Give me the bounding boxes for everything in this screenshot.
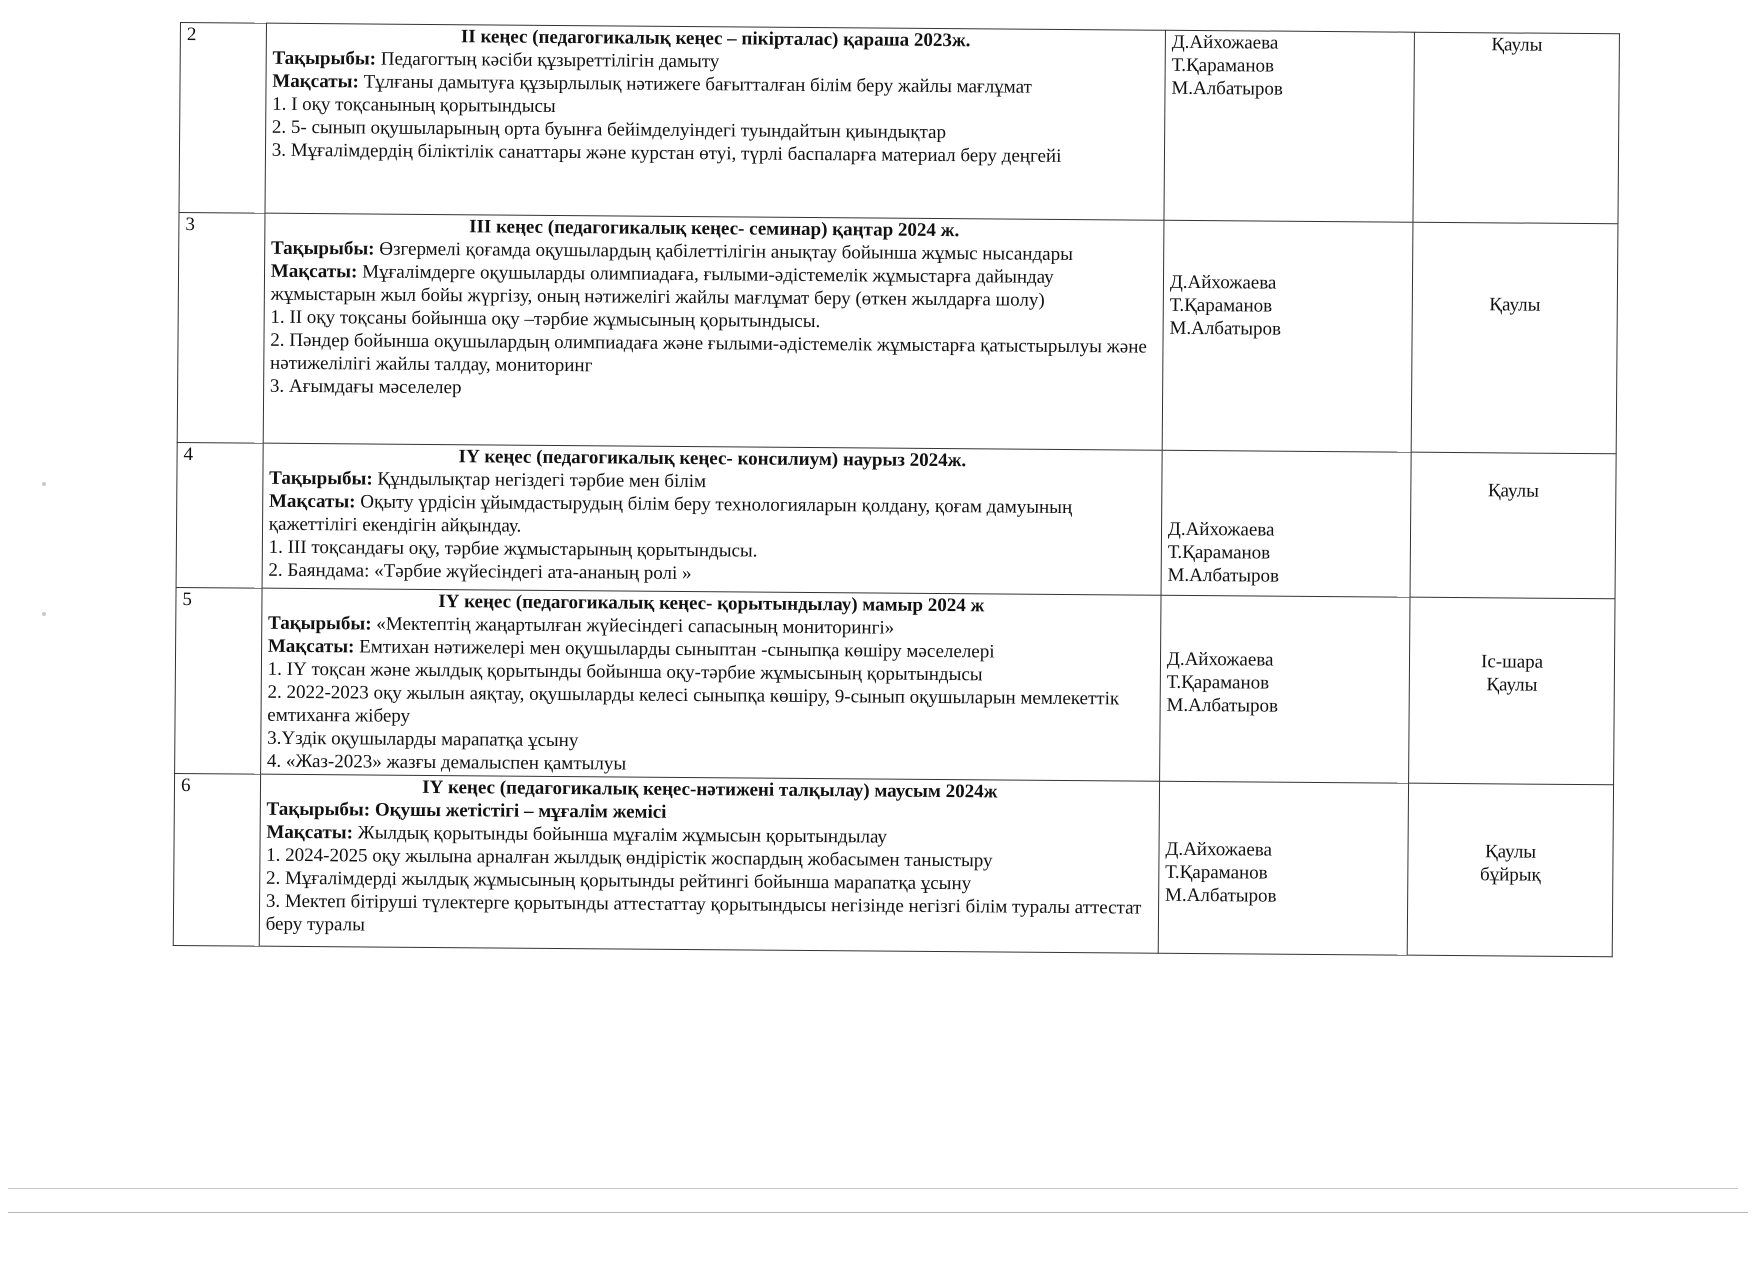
council-description	[260, 588, 1161, 781]
responsible-name: Д.Айхожаева	[1165, 838, 1273, 861]
council-plan-table	[173, 22, 1620, 957]
goal-text: Мұғалімдерге оқушыларды олимпиадаға, ғылыми-әдістемелік жұмыстарға дайындау жұмыстарын жыл бойы жүргізу, оның нәтижелігі жайлы мағлұмат беру (өткен жылдарға шолу)	[270, 261, 1054, 311]
agenda-item: 1. І оқу тоқсанының қорытындысы	[272, 93, 556, 117]
responsible-name: Д.Айхожаева	[1169, 271, 1277, 294]
responsible-persons	[1161, 450, 1411, 597]
row-number: 6	[173, 773, 260, 946]
topic-label: Тақырыбы:	[267, 612, 372, 635]
result-form	[1409, 597, 1615, 785]
goal-label: Мақсаты:	[272, 70, 359, 93]
result-form-item: Қаулы	[1487, 480, 1540, 502]
responsible-persons	[1159, 595, 1410, 783]
topic-label: Тақырыбы:	[270, 237, 375, 260]
council-title: ІҮ кеңес (педагогикалық кеңес- консилиум) наурыз 2024ж.	[458, 446, 967, 472]
agenda-item: 1. ІҮ тоқсан және жылдық қорытынды бойынша оқу-тәрбие жұмысының қорытындысы	[267, 658, 983, 686]
topic-text: Құндылықтар негіздегі тәрбие мен білім	[377, 468, 707, 493]
agenda-item: 1. ІІІ тоқсандағы оқу, тәрбие жұмыстарының қорытындысы.	[268, 536, 758, 562]
agenda-item: 2. Мұғалімдерді жылдық жұмысының қорытынды рейтингі бойынша марапатқа ұсыну	[265, 867, 972, 895]
goal-text: Жылдық қорытынды бойынша мұғалім жұмысын қорытындылау	[357, 822, 888, 848]
agenda-item: 2. 5- сынып оқушыларының орта буынға бейімделуіндегі туындайтын қиындықтар	[271, 116, 947, 144]
topic-label: Тақырыбы:	[272, 47, 377, 70]
result-form	[1411, 222, 1618, 454]
responsible-name: Т.Қараманов	[1171, 54, 1275, 77]
topic-label: Тақырыбы:	[269, 467, 373, 490]
goal-text: Оқыту үрдісін ұйымдастырудың білім беру технологияларын қолдану, қоғам дамуының қажеттілігі екендігін айқындау.	[268, 491, 1073, 537]
responsible-name: Т.Қараманов	[1169, 294, 1273, 317]
responsible-name: Т.Қараманов	[1165, 861, 1268, 884]
council-title: ІІІ кеңес (педагогикалық кеңес- семинар) қаңтар 2024 ж.	[469, 216, 960, 242]
goal-label: Мақсаты:	[268, 490, 356, 513]
row-number: 5	[175, 587, 262, 774]
agenda-item: 2. 2022-2023 оқу жылын аяқтау, оқушыларды келесі сыныпқа көшіру, 9-сынып оқушыларын мемлекеттік емтиханға жіберу	[267, 681, 1120, 727]
result-form-item: Қаулы	[1491, 34, 1543, 56]
agenda-item: 1. 2024-2025 оқу жылына арналған жылдық өндірістік жоспардың жобасымен таныстыру	[266, 844, 993, 872]
row-number: 4	[176, 442, 263, 588]
council-title: ІҮ кеңес (педагогикалық кеңес-нәтижені талқылау) маусым 2024ж	[422, 776, 998, 803]
responsible-persons	[1164, 30, 1415, 222]
result-form-item: Қаулы	[1486, 674, 1538, 696]
table-row	[175, 587, 1615, 784]
topic-text: Өзгермелі қоғамда оқушылардың қабілеттілігін анықтау бойынша жұмыс нысандары	[379, 238, 1073, 266]
responsible-name: М.Албатыров	[1169, 317, 1282, 340]
result-form	[1410, 452, 1616, 599]
table-row	[179, 23, 1619, 224]
council-description	[259, 774, 1159, 953]
responsible-name: Д.Айхожаева	[1167, 518, 1275, 541]
table-row	[176, 442, 1616, 598]
topic-text: «Мектептің жаңартылған жүйесіндегі сапасының мониторингі»	[376, 613, 895, 639]
responsible-name: М.Албатыров	[1171, 77, 1283, 100]
goal-label: Мақсаты:	[270, 260, 358, 283]
topic-label: Тақырыбы:	[266, 798, 371, 821]
responsible-name: Т.Қараманов	[1166, 671, 1270, 694]
scan-speck	[42, 482, 46, 486]
result-form-item: Қаулы	[1484, 841, 1537, 863]
result-form-item: Іс-шара	[1480, 651, 1544, 673]
responsible-name: Д.Айхожаева	[1166, 648, 1274, 671]
table-row	[173, 773, 1613, 956]
responsible-persons	[1162, 220, 1413, 452]
scan-speck	[42, 612, 46, 616]
result-form	[1413, 32, 1619, 224]
council-description	[265, 23, 1166, 220]
responsible-name: М.Албатыров	[1167, 564, 1280, 587]
table-row	[177, 212, 1618, 453]
council-title: ІҮ кеңес (педагогикалық кеңес- қорытындылау) мамыр 2024 ж	[438, 591, 985, 617]
topic-text: Педагогтың кәсіби құзыреттілігін дамыту	[380, 48, 720, 73]
agenda-item: 3. Мектеп бітіруші түлектерге қорытынды аттестаттау қорытындысы негізінде негізгі білім туралы аттестат беру туралы	[265, 890, 1142, 936]
row-number: 3	[177, 212, 265, 443]
result-form-item: бұйрық	[1479, 864, 1541, 886]
goal-text: Тұлғаны дамытуға құзырлылық нәтижеге бағытталған білім беру жайлы мағлұмат	[363, 71, 1032, 98]
result-form-item: Қаулы	[1489, 294, 1541, 316]
agenda-item: 3. Мұғалімдердің біліктілік санаттары және курстан өтуі, түрлі баспаларға материал беру деңгейі	[271, 139, 1062, 167]
council-description	[263, 213, 1164, 450]
agenda-item: 3.Үздік оқушыларды марапатқа ұсыну	[267, 727, 579, 752]
row-number: 2	[179, 23, 266, 214]
topic-text: Оқушы жетістігі – мұғалім жемісі	[374, 799, 667, 823]
responsible-name: М.Албатыров	[1164, 884, 1277, 907]
result-form	[1407, 783, 1613, 957]
responsible-persons	[1158, 781, 1409, 955]
agenda-item: 2. Баяндама: «Тәрбие жүйесіндегі ата-ананың ролі »	[268, 559, 692, 585]
council-description	[262, 443, 1162, 595]
scan-artifact-line	[8, 1212, 1748, 1213]
agenda-item: 1. ІІ оқу тоқсаны бойынша оқу –тәрбие жұмысының қорытындысы.	[270, 306, 821, 333]
agenda-item: 2. Пәндер бойынша оқушылардың олимпиадаға және ғылыми-әдістемелік жұмыстарға қатыстырылуы және нәтижелілігі жайлы талдау, мониторинг	[270, 329, 1147, 377]
council-title: ІІ кеңес (педагогикалық кеңес – пікірталас) қараша 2023ж.	[460, 26, 971, 52]
responsible-name: Д.Айхожаева	[1171, 31, 1279, 54]
agenda-item: 3. Ағымдағы мәселелер	[269, 375, 462, 399]
goal-label: Мақсаты:	[266, 821, 354, 844]
responsible-name: М.Албатыров	[1166, 694, 1279, 717]
scan-artifact-line	[8, 1188, 1738, 1189]
goal-label: Мақсаты:	[267, 635, 355, 658]
goal-text: Емтихан нәтижелері мен оқушыларды сыныптан -сыныпқа көшіру мәселелері	[359, 636, 995, 663]
responsible-name: Т.Қараманов	[1167, 541, 1271, 564]
agenda-item: 4. «Жаз-2023» жазғы демалыспен қамтылуы	[266, 750, 627, 775]
